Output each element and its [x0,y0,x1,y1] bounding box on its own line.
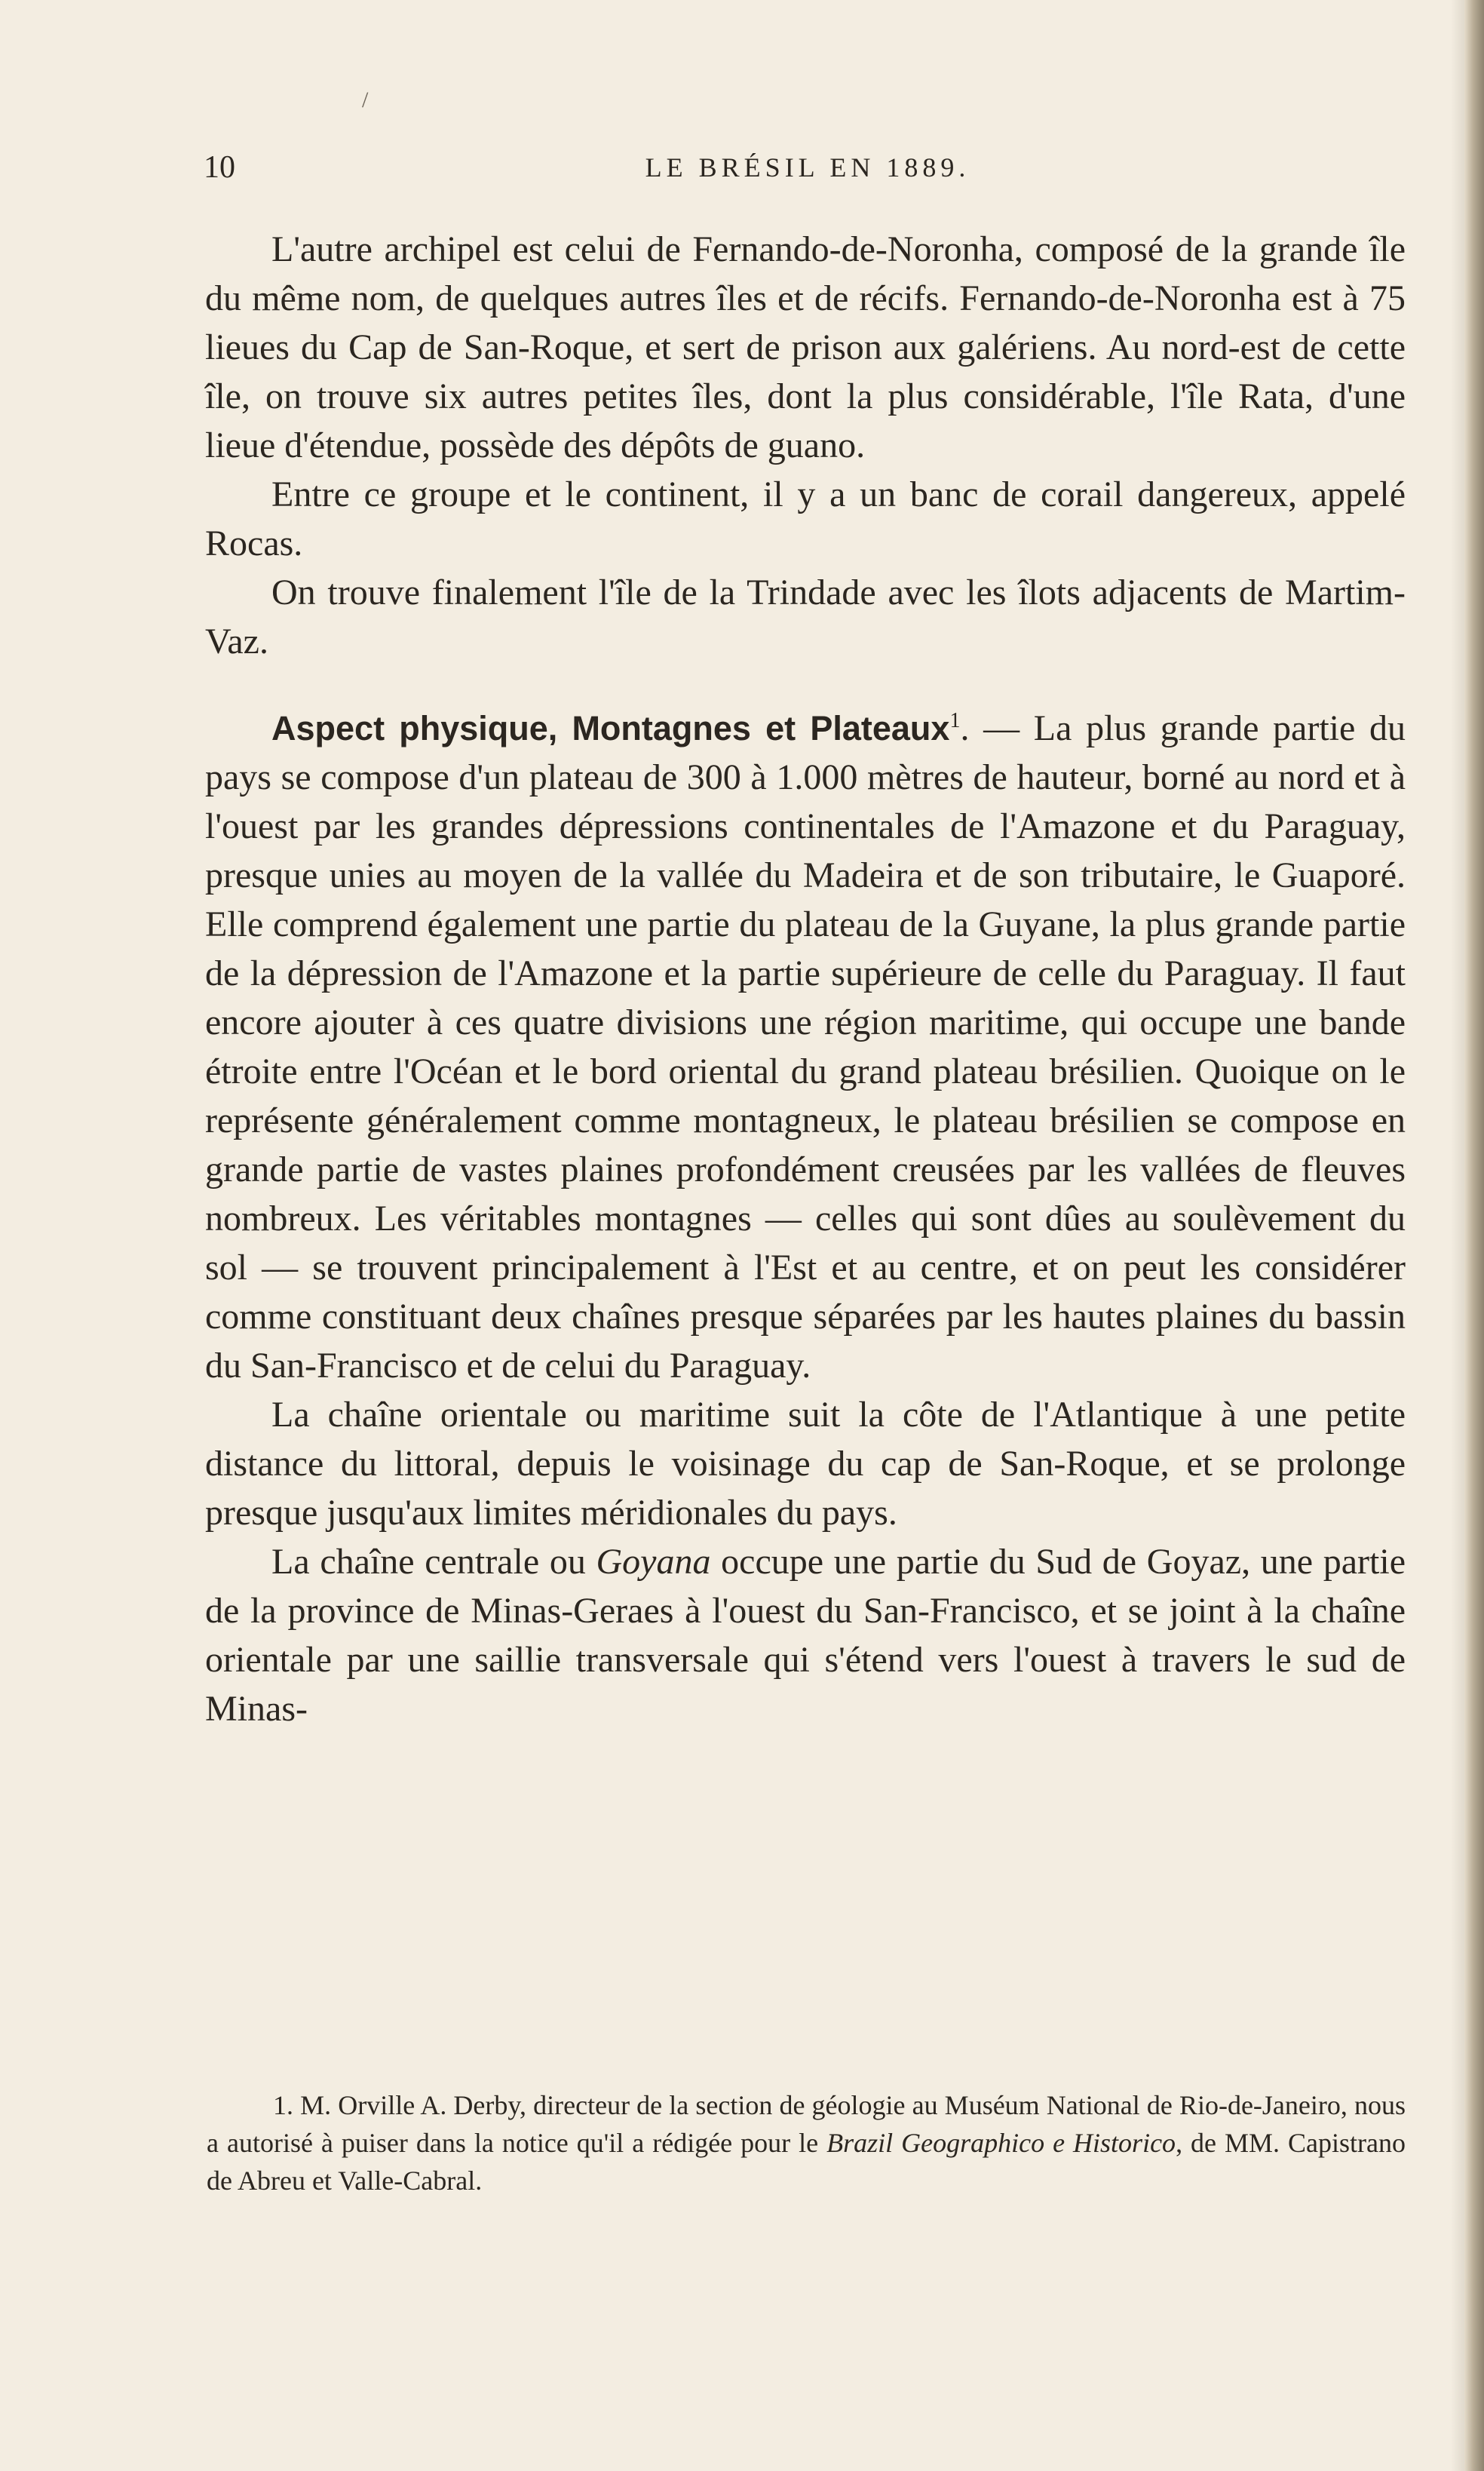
section-aspect-physique [205,704,1406,1390]
running-title: LE BRÉSIL EN 1889. [645,152,970,183]
footnote-1-start: 1. M. Orville A. Derby, directeur de la section de géologie au Muséum National de Rio-de-Janeiro, nous a autorisé à puiser dans la notice qu'il a rédigée pour le [207,2090,1406,2158]
section-lead-text: . — La plus grande partie du pays se compose d'un plateau de 300 à 1.000 mètres de hauteur, borné au nord et à l'ouest par les grandes dépressions continentales de l'Amazone et du Paraguay, presque unies au moyen de la vallée du Madeira et de son tributaire, le Guaporé. Elle comprend également une partie du plateau de la Guyane, la plus grande partie de la dépression de l'Amazone et la partie supérieure de celle du Paraguay. Il faut encore ajouter à ces quatre divisions une région maritime, qui occupe une bande étroite entre l'Océan et le bord oriental du grand plateau brésilien. Quoique on le représente généralement comme montagneux, le plateau brésilien se compose en grande partie de vastes plaines profondément creusées par les vallées de fleuves nombreux. Les véritables montagnes — celles qui sont dûes au soulèvement du sol — se trouvent principalement à l'Est et au centre, et on peut les considérer comme constituant deux chaînes presque séparées par les hautes plaines du bassin du San-Francisco et de celui du Paraguay. [205,708,1406,1386]
paragraph-rocas: Entre ce groupe et le continent, il y a un banc de corail dangereux, appelé Rocas. [205,474,1406,563]
italic-term-goyana: Goyana [596,1542,711,1582]
paragraph-chaine-orientale: La chaîne orientale ou maritime suit la côte de l'Atlantique à une petite distance du littoral, depuis le voisinage du cap de San-Roque, et se prolonge presque jusqu'aux limites méridionales du pays. [205,1395,1406,1533]
ink-speck: / [362,87,369,112]
footnotes [207,2086,1406,2199]
page-number: 10 [204,150,235,185]
section-heading: Aspect physique, Montagnes et Plateaux [271,709,950,747]
paragraph-chaine-centrale-end: occupe une partie du Sud de Goyaz, une partie de la province de Minas-Geraes à l'ouest du San-Francisco, et se joint à la chaîne orientale par une saillie transversale qui s'étend vers l'ouest à travers le sud de Minas- [205,1542,1406,1729]
page-edge [1464,0,1484,2471]
paragraph-trindade: On trouve finalement l'île de la Trindade avec les îlots adjacents de Martim-Vaz. [205,572,1406,661]
running-head [204,145,1412,190]
body-text [205,225,1406,1733]
page-edge-shadow [1451,0,1464,2471]
footnote-1-end: , de MM. Capistrano de Abreu et Valle-Cabral. [207,2128,1406,2196]
paragraph-chaine-centrale [205,1537,1406,1733]
footnote-1-book-title: Brazil Geographico e Historico [826,2128,1176,2158]
footnote-1 [207,2086,1406,2199]
footnote-reference: 1 [949,709,961,732]
paragraph-chaine-centrale-start: La chaîne centrale ou [271,1542,596,1582]
paragraph-fernando-de-noronha: L'autre archipel est celui de Fernando-de-Noronha, composé de la grande île du même nom, de quelques autres îles et de récifs. Fernando-de-Noronha est à 75 lieues du Cap de San-Roque, et sert de prison aux galériens. Au nord-est de cette île, on trouve six autres petites îles, dont la plus considérable, l'île Rata, d'une lieue d'étendue, possède des dépôts de guano. [205,229,1406,465]
